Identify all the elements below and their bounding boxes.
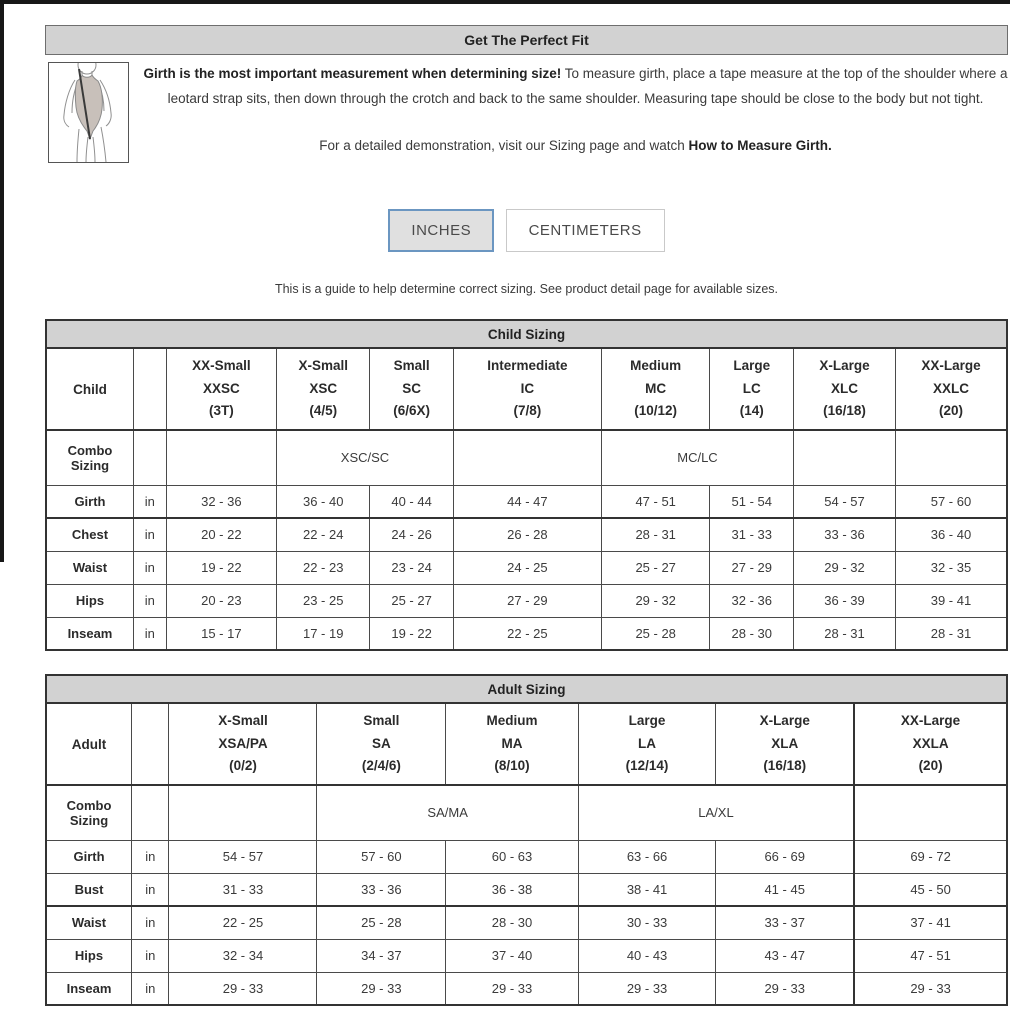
table-title-row: [46, 320, 1007, 348]
size-range-cell: 69 - 72: [854, 840, 1007, 873]
size-code: XXLA: [912, 735, 949, 751]
size-code: SC: [402, 380, 421, 396]
measurement-label: Waist: [46, 551, 133, 584]
page-title: Get The Perfect Fit: [45, 25, 1008, 55]
girth-intro-paragraph: [143, 62, 1008, 112]
combo-sizing-row: [46, 785, 1007, 840]
size-range-cell: 23 - 25: [277, 584, 370, 617]
unit-cell: in: [133, 485, 166, 518]
size-range-cell: 17 - 19: [277, 617, 370, 650]
size-number-range: (4/5): [309, 403, 338, 419]
size-name: X-Large: [819, 357, 870, 373]
size-column-header: [578, 703, 715, 785]
size-range-cell: 28 - 30: [446, 906, 579, 939]
size-column-header: [716, 703, 854, 785]
size-range-cell: 32 - 34: [169, 939, 317, 972]
size-number-range: (20): [938, 403, 963, 419]
size-range-cell: 54 - 57: [169, 840, 317, 873]
size-range-cell: 28 - 30: [710, 617, 794, 650]
size-code: MA: [501, 735, 523, 751]
size-range-cell: 24 - 26: [370, 518, 454, 551]
size-number-range: (2/4/6): [361, 758, 401, 774]
size-column-header: [453, 348, 601, 430]
size-range-cell: 36 - 40: [895, 518, 1007, 551]
measurement-row: [46, 906, 1007, 939]
size-column-header: [794, 348, 896, 430]
size-name: Large: [733, 357, 771, 373]
combo-cell: [854, 785, 1007, 840]
size-number-range: (20): [918, 758, 943, 774]
size-range-cell: 33 - 36: [794, 518, 896, 551]
measurement-label: Girth: [46, 840, 132, 873]
size-range-cell: 28 - 31: [895, 617, 1007, 650]
size-range-cell: 32 - 35: [895, 551, 1007, 584]
measurement-label: Bust: [46, 873, 132, 906]
table-title: Adult Sizing: [46, 675, 1007, 703]
combo-cell: [166, 430, 277, 485]
size-range-cell: 33 - 36: [317, 873, 446, 906]
size-range-cell: 38 - 41: [578, 873, 715, 906]
size-range-cell: 29 - 33: [578, 972, 715, 1005]
table-group-label: Adult: [46, 703, 132, 785]
table-group-label: Child: [46, 348, 133, 430]
size-range-cell: 40 - 44: [370, 485, 454, 518]
measurement-row: [46, 584, 1007, 617]
size-range-cell: 36 - 39: [794, 584, 896, 617]
size-range-cell: 15 - 17: [166, 617, 277, 650]
measurement-row: [46, 939, 1007, 972]
table-title: Child Sizing: [46, 320, 1007, 348]
sizing-guide-page: [45, 0, 1008, 1006]
size-code: MC: [645, 380, 667, 396]
size-column-header: [317, 703, 446, 785]
size-range-cell: 25 - 28: [601, 617, 710, 650]
size-range-cell: 28 - 31: [601, 518, 710, 551]
unit-cell: in: [133, 617, 166, 650]
size-code: LC: [742, 380, 761, 396]
intro-text-column: [129, 62, 1008, 153]
size-range-cell: 25 - 28: [317, 906, 446, 939]
size-number-range: (14): [739, 403, 764, 419]
combo-unit-cell: [133, 430, 166, 485]
size-number-range: (12/14): [625, 758, 669, 774]
size-range-cell: 47 - 51: [854, 939, 1007, 972]
size-range-cell: 19 - 22: [166, 551, 277, 584]
size-range-cell: 29 - 32: [794, 551, 896, 584]
size-range-cell: 25 - 27: [370, 584, 454, 617]
size-range-cell: 32 - 36: [166, 485, 277, 518]
size-code: XXSC: [202, 380, 240, 396]
measurement-label: Chest: [46, 518, 133, 551]
size-number-range: (7/8): [513, 403, 542, 419]
size-range-cell: 24 - 25: [453, 551, 601, 584]
size-column-header: [854, 703, 1007, 785]
unit-cell: in: [132, 972, 169, 1005]
table-header-row: [46, 348, 1007, 430]
size-number-range: (3T): [208, 403, 234, 419]
size-column-header: [166, 348, 277, 430]
measurement-row: [46, 840, 1007, 873]
combo-cell: MC/LC: [601, 430, 793, 485]
adult-sizing-table-body: [46, 675, 1007, 1005]
unit-cell: in: [133, 551, 166, 584]
size-range-cell: 39 - 41: [895, 584, 1007, 617]
table-header-row: [46, 703, 1007, 785]
size-range-cell: 29 - 33: [169, 972, 317, 1005]
measurement-label: Hips: [46, 584, 133, 617]
size-name: XX-Large: [900, 712, 961, 728]
measurement-row: [46, 551, 1007, 584]
size-name: XX-Small: [192, 357, 251, 373]
measurement-label: Inseam: [46, 617, 133, 650]
unit-cell: in: [132, 840, 169, 873]
size-code: IC: [520, 380, 535, 396]
size-name: X-Large: [759, 712, 810, 728]
size-range-cell: 23 - 24: [370, 551, 454, 584]
size-column-header: [710, 348, 794, 430]
leotard-measurement-illustration: [48, 62, 129, 163]
size-range-cell: 36 - 40: [277, 485, 370, 518]
size-number-range: (0/2): [229, 758, 257, 774]
size-range-cell: 22 - 23: [277, 551, 370, 584]
size-range-cell: 27 - 29: [710, 551, 794, 584]
size-range-cell: 29 - 32: [601, 584, 710, 617]
size-code: XXLC: [932, 380, 969, 396]
demo-instruction-line: [143, 138, 1008, 153]
centimeters-button[interactable]: CENTIMETERS: [506, 209, 665, 252]
unit-cell: in: [132, 939, 169, 972]
child-sizing-table-body: [46, 320, 1007, 650]
size-number-range: (10/12): [634, 403, 678, 419]
intro-section: [45, 62, 1008, 163]
size-name: Small: [393, 357, 430, 373]
size-range-cell: 27 - 29: [453, 584, 601, 617]
adult-sizing-table: [45, 674, 1008, 1006]
size-range-cell: 31 - 33: [710, 518, 794, 551]
size-range-cell: 30 - 33: [578, 906, 715, 939]
unit-cell: in: [132, 906, 169, 939]
unit-cell: in: [132, 873, 169, 906]
size-range-cell: 29 - 33: [317, 972, 446, 1005]
measurement-row: [46, 617, 1007, 650]
combo-sizing-label: Combo Sizing: [46, 785, 132, 840]
size-range-cell: 54 - 57: [794, 485, 896, 518]
size-code: LA: [638, 735, 657, 751]
combo-sizing-row: [46, 430, 1007, 485]
demo-bold: How to Measure Girth.: [688, 137, 832, 153]
size-name: X-Small: [218, 712, 268, 728]
size-range-cell: 36 - 38: [446, 873, 579, 906]
size-range-cell: 20 - 22: [166, 518, 277, 551]
size-range-cell: 43 - 47: [716, 939, 854, 972]
screenshot-left-edge-artifact: [0, 0, 4, 562]
size-column-header: [601, 348, 710, 430]
size-range-cell: 22 - 25: [169, 906, 317, 939]
inches-button[interactable]: INCHES: [388, 209, 494, 252]
size-column-header: [370, 348, 454, 430]
size-range-cell: 57 - 60: [317, 840, 446, 873]
size-range-cell: 44 - 47: [453, 485, 601, 518]
size-range-cell: 22 - 24: [277, 518, 370, 551]
size-column-header: [169, 703, 317, 785]
child-sizing-table: [45, 319, 1008, 651]
size-code: XLA: [771, 735, 799, 751]
size-name: Small: [363, 712, 400, 728]
demo-text: For a detailed demonstration, visit our Sizing page and watch: [319, 137, 689, 153]
size-range-cell: 31 - 33: [169, 873, 317, 906]
size-range-cell: 28 - 31: [794, 617, 896, 650]
size-range-cell: 51 - 54: [710, 485, 794, 518]
unit-column-header: [133, 348, 166, 430]
size-range-cell: 22 - 25: [453, 617, 601, 650]
measurement-label: Inseam: [46, 972, 132, 1005]
leotard-figure-icon: [49, 63, 128, 162]
size-number-range: (16/18): [763, 758, 807, 774]
combo-sizing-label: Combo Sizing: [46, 430, 133, 485]
measurement-row: [46, 485, 1007, 518]
unit-toggle-group: [45, 209, 1008, 252]
size-name: Intermediate: [487, 357, 568, 373]
size-code: XSC: [309, 380, 338, 396]
size-code: XSA/PA: [218, 735, 268, 751]
size-column-header: [895, 348, 1007, 430]
size-number-range: (8/10): [494, 758, 530, 774]
size-name: Medium: [630, 357, 682, 373]
size-name: X-Small: [298, 357, 348, 373]
table-title-row: [46, 675, 1007, 703]
size-range-cell: 29 - 33: [716, 972, 854, 1005]
unit-cell: in: [133, 518, 166, 551]
combo-unit-cell: [132, 785, 169, 840]
size-name: Medium: [486, 712, 538, 728]
sizing-guide-note: This is a guide to help determine correct sizing. See product detail page for available sizes.: [274, 282, 779, 296]
measurement-label: Waist: [46, 906, 132, 939]
size-range-cell: 26 - 28: [453, 518, 601, 551]
size-column-header: [446, 703, 579, 785]
combo-cell: LA/XL: [578, 785, 854, 840]
measurement-label: Girth: [46, 485, 133, 518]
size-range-cell: 60 - 63: [446, 840, 579, 873]
size-range-cell: 20 - 23: [166, 584, 277, 617]
combo-cell: [169, 785, 317, 840]
size-name: Large: [628, 712, 666, 728]
girth-intro-rest: To measure girth, place a tape measure at the top of the shoulder where a leotard strap sits, then down through the crotch and back to the same shoulder. Measuring tape should be close to the body but not tight.: [167, 66, 1008, 106]
size-range-cell: 33 - 37: [716, 906, 854, 939]
size-range-cell: 37 - 40: [446, 939, 579, 972]
unit-column-header: [132, 703, 169, 785]
size-range-cell: 57 - 60: [895, 485, 1007, 518]
measurement-row: [46, 873, 1007, 906]
size-number-range: (6/6X): [393, 403, 430, 419]
size-range-cell: 40 - 43: [578, 939, 715, 972]
size-range-cell: 32 - 36: [710, 584, 794, 617]
combo-cell: [794, 430, 896, 485]
size-code: SA: [371, 735, 391, 751]
combo-cell: [453, 430, 601, 485]
measurement-label: Hips: [46, 939, 132, 972]
size-range-cell: 29 - 33: [854, 972, 1007, 1005]
size-range-cell: 47 - 51: [601, 485, 710, 518]
combo-cell: XSC/SC: [277, 430, 454, 485]
size-column-header: [277, 348, 370, 430]
size-range-cell: 37 - 41: [854, 906, 1007, 939]
size-name: XX-Large: [921, 357, 981, 373]
size-range-cell: 25 - 27: [601, 551, 710, 584]
combo-cell: [895, 430, 1007, 485]
size-range-cell: 19 - 22: [370, 617, 454, 650]
size-range-cell: 63 - 66: [578, 840, 715, 873]
measurement-row: [46, 972, 1007, 1005]
size-range-cell: 66 - 69: [716, 840, 854, 873]
unit-cell: in: [133, 584, 166, 617]
girth-intro-bold: Girth is the most important measurement when determining size!: [143, 66, 562, 81]
size-code: XLC: [830, 380, 858, 396]
combo-cell: SA/MA: [317, 785, 578, 840]
size-range-cell: 45 - 50: [854, 873, 1007, 906]
size-range-cell: 41 - 45: [716, 873, 854, 906]
size-range-cell: 29 - 33: [446, 972, 579, 1005]
size-number-range: (16/18): [823, 403, 866, 419]
size-range-cell: 34 - 37: [317, 939, 446, 972]
measurement-row: [46, 518, 1007, 551]
